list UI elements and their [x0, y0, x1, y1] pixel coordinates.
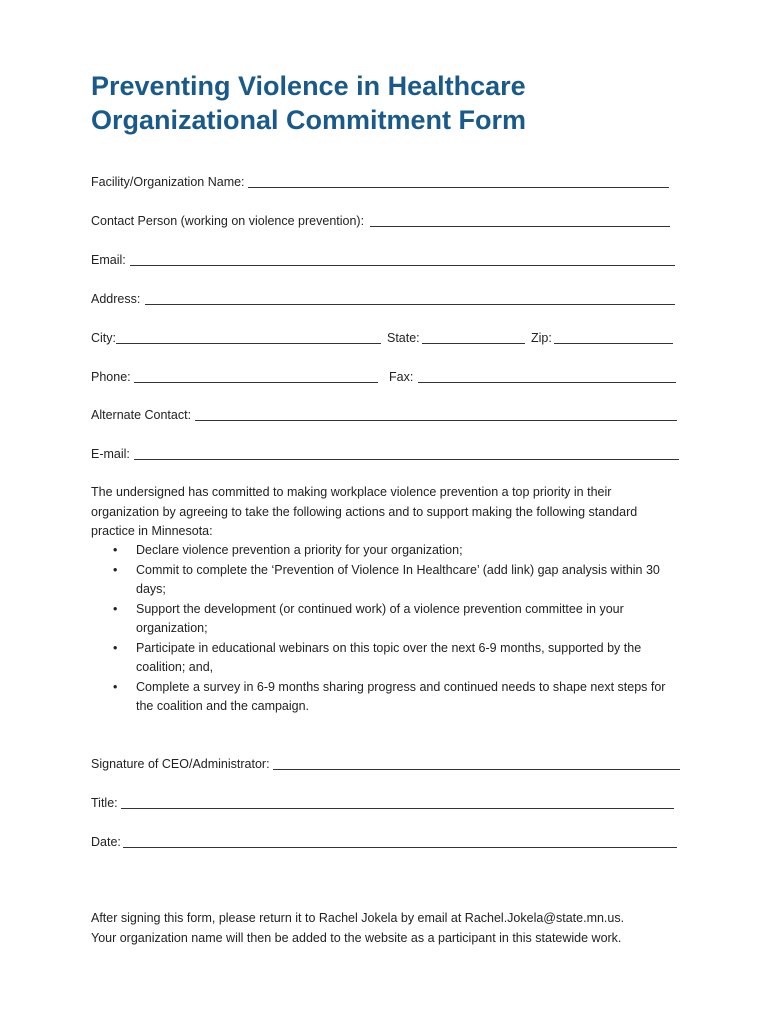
alternate-contact-input-line[interactable] — [195, 420, 677, 421]
title-line-1: Preventing Violence in Healthcare — [91, 71, 526, 101]
fax-label: Fax: — [389, 370, 414, 384]
facility-field — [91, 173, 671, 191]
commitment-list — [91, 541, 681, 717]
list-item-text: Support the development (or continued work) of a violence prevention committee in your organization; — [136, 601, 624, 635]
address-input-line[interactable] — [145, 304, 675, 305]
title-field — [91, 794, 676, 812]
email-field — [91, 251, 676, 269]
title-input-line[interactable] — [121, 808, 674, 809]
phone-input-line[interactable] — [134, 382, 378, 383]
signature-label: Signature of CEO/Administrator: — [91, 757, 270, 771]
contact-person-input-line[interactable] — [370, 226, 670, 227]
bullet-icon: • — [113, 543, 118, 557]
zip-input-line[interactable] — [554, 343, 673, 344]
email-input-line[interactable] — [130, 265, 675, 266]
list-item — [91, 639, 681, 678]
list-item-text: Commit to complete the ‘Prevention of Violence In Healthcare’ (add link) gap analysis within 30 days; — [136, 562, 660, 596]
facility-input-line[interactable] — [248, 187, 669, 188]
list-item-text: Complete a survey in 6-9 months sharing progress and continued needs to shape next steps for the coalition and the campaign. — [136, 679, 666, 713]
city-state-zip-row — [91, 329, 676, 347]
bullet-icon: • — [113, 601, 118, 616]
bullet-icon: • — [113, 679, 118, 694]
return-instructions-line-2: Your organization name will then be added to the website as a participant in this statewide work. — [91, 930, 622, 945]
email-2-input-line[interactable] — [134, 459, 679, 460]
list-item-text: Participate in educational webinars on this topic over the next 6-9 months, supported by the coalition; and, — [136, 640, 642, 674]
list-item — [91, 541, 681, 561]
title-line-2: Organizational Commitment Form — [91, 105, 527, 135]
list-item-text: Declare violence prevention a priority for your organization; — [136, 543, 463, 557]
email-2-field — [91, 445, 680, 463]
date-input-line[interactable] — [123, 847, 677, 848]
email-2-label: E-mail: — [91, 447, 130, 461]
signature-input-line[interactable] — [273, 769, 680, 770]
email-label: Email: — [91, 253, 126, 267]
title-label: Title: — [91, 796, 118, 810]
city-input-line[interactable] — [116, 343, 381, 344]
address-field — [91, 290, 676, 308]
contact-person-field — [91, 212, 671, 230]
facility-label: Facility/Organization Name: — [91, 175, 245, 189]
contact-person-label: Contact Person (working on violence prevention): — [91, 214, 365, 228]
return-instructions-line-1: After signing this form, please return it to Rachel Jokela by email at Rachel.Jokela@state.mn.us. — [91, 911, 625, 925]
alternate-contact-label: Alternate Contact: — [91, 408, 192, 422]
date-label: Date: — [91, 835, 121, 849]
list-item — [91, 600, 681, 639]
phone-label: Phone: — [91, 370, 131, 384]
return-instructions — [91, 909, 691, 948]
zip-label: Zip: — [531, 331, 552, 345]
city-label: City: — [91, 331, 116, 345]
form-title — [91, 69, 526, 137]
list-item — [91, 678, 681, 717]
signature-field — [91, 755, 681, 773]
list-item — [91, 561, 681, 600]
bullet-icon: • — [113, 562, 118, 577]
address-label: Address: — [91, 292, 141, 306]
fax-input-line[interactable] — [418, 382, 676, 383]
state-input-line[interactable] — [422, 343, 525, 344]
date-field — [91, 833, 678, 851]
bullet-icon: • — [113, 640, 118, 655]
state-label: State: — [387, 331, 420, 345]
commitment-intro: The undersigned has committed to making workplace violence prevention a top priority in their organization by agreeing to take the following actions and to support making the following standard practice in Minnesota: — [91, 485, 638, 538]
phone-fax-row — [91, 368, 676, 386]
alternate-contact-field — [91, 406, 678, 424]
